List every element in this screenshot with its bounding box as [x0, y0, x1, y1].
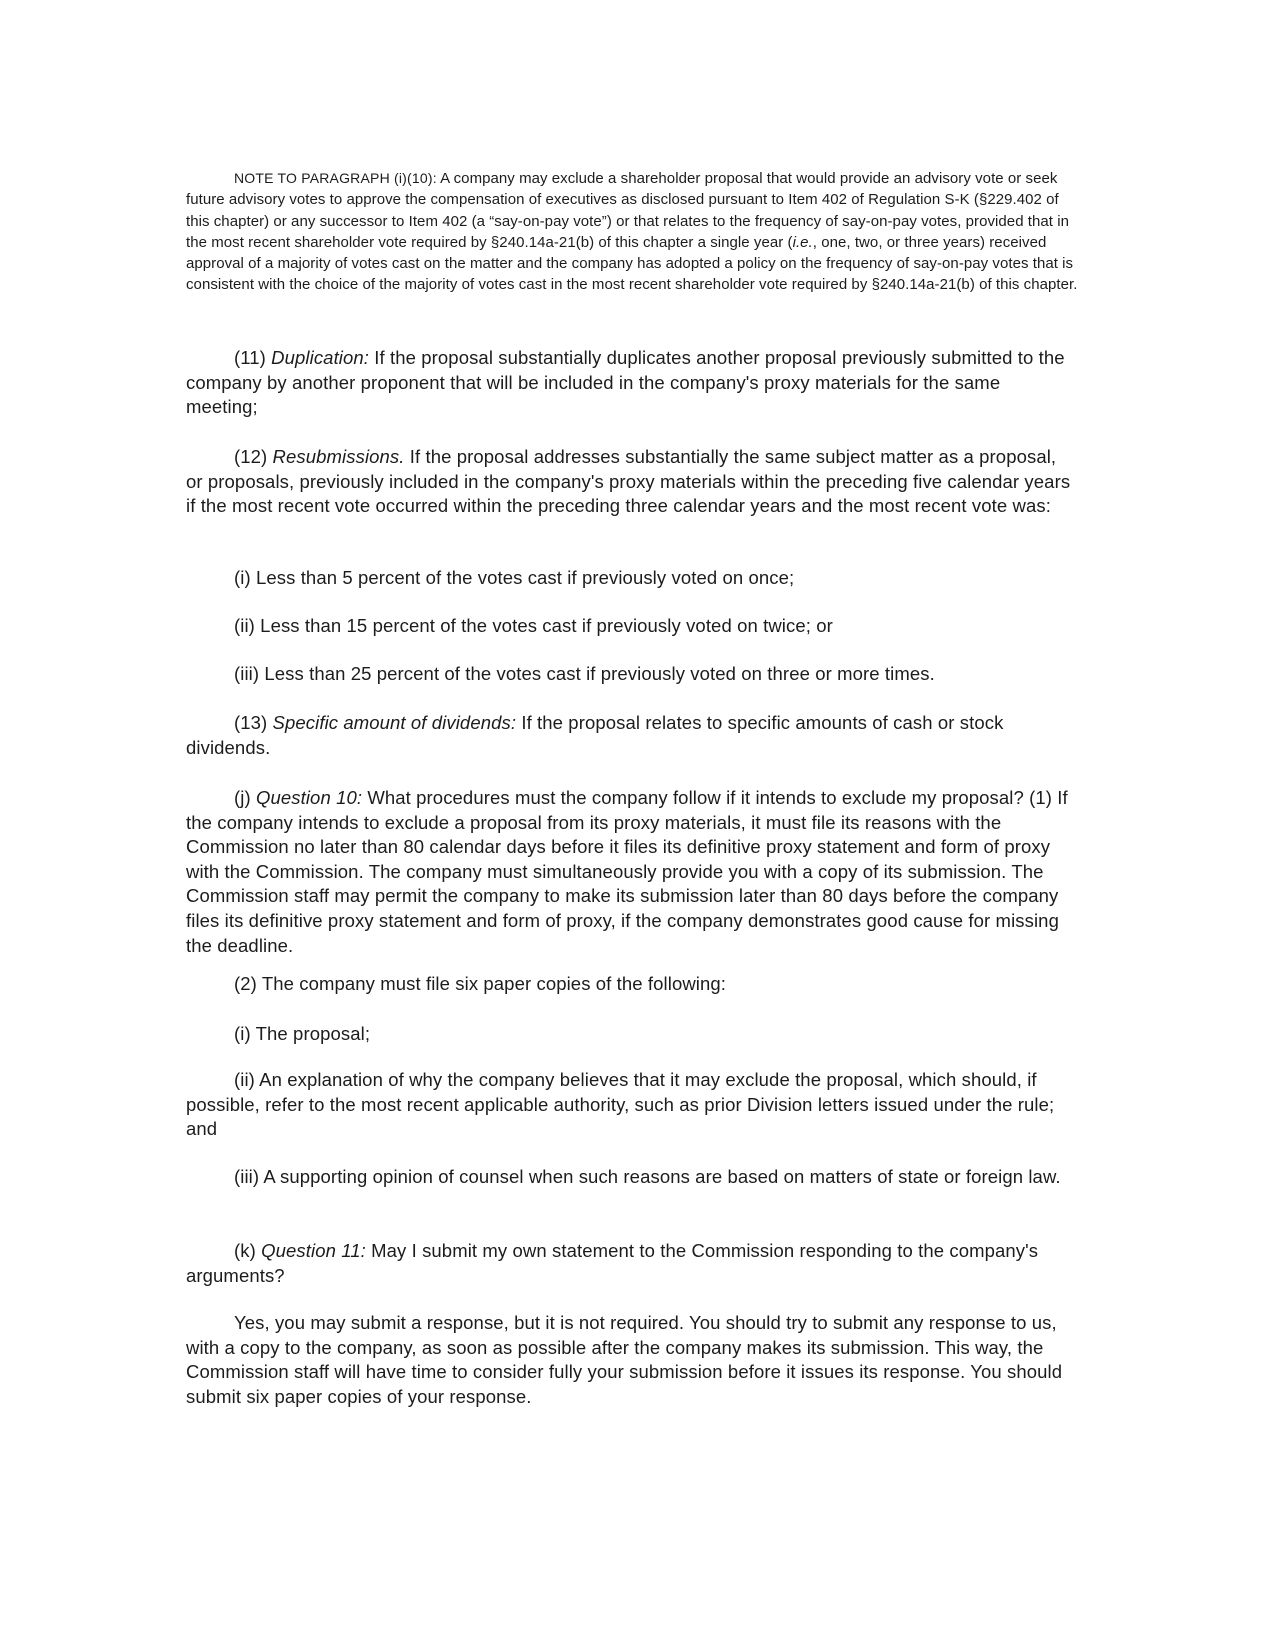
- note-label: NOTE TO PARAGRAPH (i)(10):: [234, 170, 437, 186]
- paragraph-k-heading: Question 11:: [261, 1240, 366, 1261]
- paragraph-12-resubmissions: [186, 445, 1076, 519]
- paragraph-13-text: If the proposal relates to specific amounts of cash or stock dividends.: [186, 712, 1004, 758]
- paragraph-11-text: If the proposal substantially duplicates another proposal previously submitted to the company by another proponent that will be included in the company's proxy materials for the same meeting;: [186, 347, 1065, 418]
- paragraph-j-heading: Question 10:: [255, 787, 363, 808]
- paragraph-12-item-ii: (ii) Less than 15 percent of the votes cast if previously voted on twice; or: [234, 615, 833, 636]
- paragraph-j-text: What procedures must the company follow if it intends to exclude my proposal? (1) If the company intends to exclude a proposal from its proxy materials, it must file its reasons with the Commission no later than 80 calendar days before it files its definitive proxy statement and form of proxy with the Commission. The company must simultaneously provide you with a copy of its submission. The Commission staff may permit the company to make its submission later than 80 days before the company files its definitive proxy statement and form of proxy, if the company demonstrates good cause for missing the deadline.: [186, 787, 1068, 956]
- paragraph-j-2: (2) The company must file six paper copies of the following:: [234, 973, 727, 994]
- note-paragraph-i-10: [186, 168, 1078, 296]
- paragraph-k-text: May I submit my own statement to the Commission responding to the company's arguments?: [186, 1240, 1039, 1286]
- paragraph-j-2-ii: (ii) An explanation of why the company believes that it may exclude the proposal, which should, if possible, refer to the most recent applicable authority, such as prior Division letters issued under the rule; and: [186, 1069, 1055, 1140]
- paragraph-k-question-11: [186, 1239, 1076, 1288]
- paragraph-j-prefix: (j): [234, 787, 256, 808]
- paragraph-12-item-iii: (iii) Less than 25 percent of the votes cast if previously voted on three or more times.: [234, 663, 935, 684]
- paragraph-11-heading: Duplication:: [271, 347, 370, 368]
- paragraph-j-2-i: (i) The proposal;: [234, 1023, 371, 1044]
- note-ie: i.e.: [792, 233, 813, 251]
- paragraph-13-heading: Specific amount of dividends:: [272, 712, 517, 733]
- paragraph-13-dividends: [186, 711, 1076, 760]
- paragraph-12-text: If the proposal addresses substantially the same subject matter as a proposal, or proposals, previously included in the company's proxy materials within the preceding five calendar years if the most recent vote occurred within the preceding three calendar years and the most recent vote was:: [186, 446, 1071, 517]
- paragraph-11-prefix: (11): [234, 347, 272, 368]
- note-body-2: , one, two, or three years) received approval of a majority of votes cast on the matter and the company has adopted a policy on the frequency of say-on-pay votes that is consistent with the choice of the majority of votes cast in the most recent shareholder vote required by §240.14a-21(b) of this chapter.: [186, 233, 1078, 294]
- paragraph-12-heading: Resubmissions.: [272, 446, 405, 467]
- paragraph-13-prefix: (13): [234, 712, 273, 733]
- paragraph-12-item-i: (i) Less than 5 percent of the votes cast if previously voted on once;: [234, 567, 795, 588]
- note-body-1: A company may exclude a shareholder proposal that would provide an advisory vote or seek future advisory votes to approve the compensation of executives as disclosed pursuant to Item 402 of Regulation S-K (§229.402 of this chapter) or any successor to Item 402 (a “say-on-pay vote”) or that relates to the frequency of say-on-pay votes, provided that in the most recent shareholder vote required by §240.14a-21(b) of this chapter a single year (: [186, 170, 1070, 251]
- paragraph-j-2-iii: (iii) A supporting opinion of counsel when such reasons are based on matters of state or foreign law.: [234, 1166, 1061, 1187]
- paragraph-j-question-10: [186, 786, 1076, 958]
- paragraph-k-prefix: (k): [234, 1240, 262, 1261]
- paragraph-k-answer: Yes, you may submit a response, but it is not required. You should try to submit any response to us, with a copy to the company, as soon as possible after the company makes its submission. This way, the Commission staff will have time to consider fully your submission before it issues its response. You should submit six paper copies of your response.: [186, 1312, 1063, 1407]
- paragraph-12-prefix: (12): [234, 446, 273, 467]
- paragraph-11-duplication: [186, 346, 1076, 420]
